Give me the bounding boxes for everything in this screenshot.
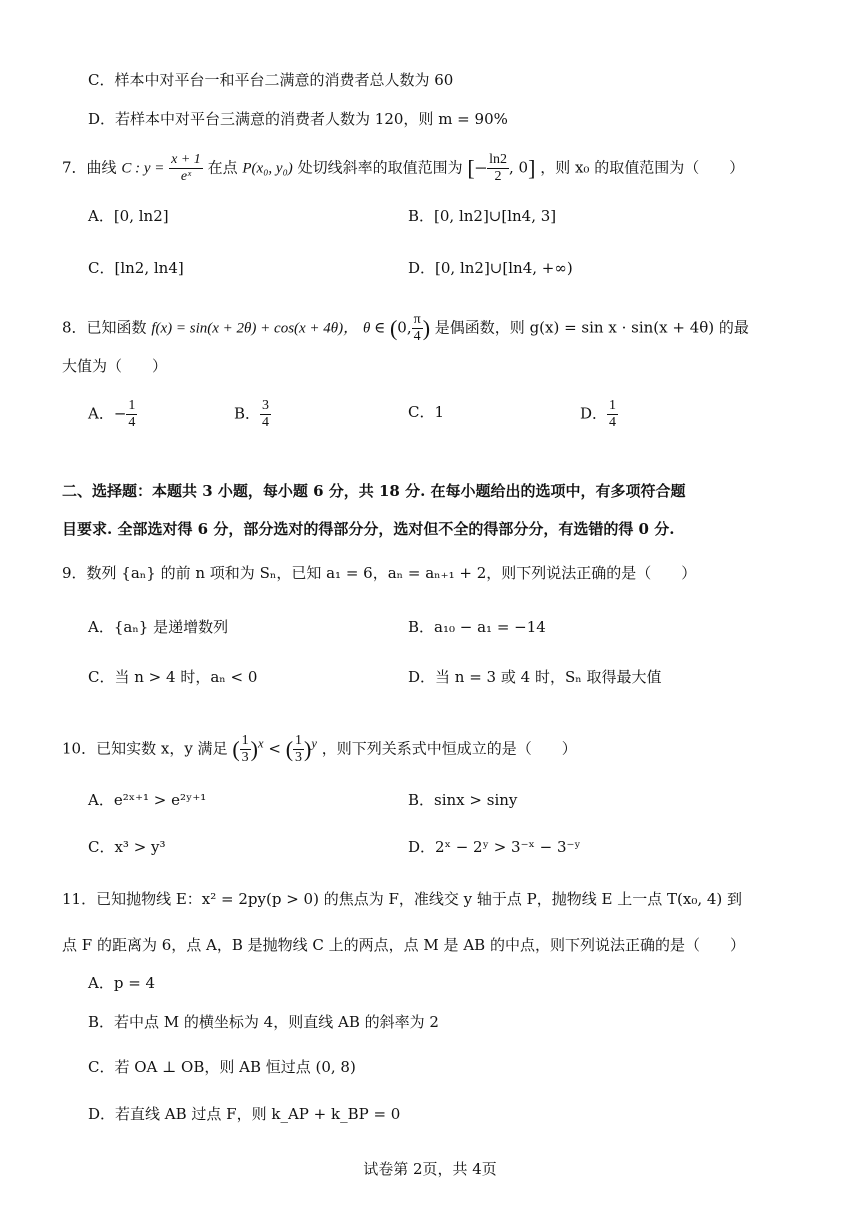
q8-func: f(x) = sin(x + 2θ) + cos(x + 4θ)，: [151, 320, 359, 337]
q8-int-num: π: [413, 312, 421, 327]
q10-paren-close-1: ): [250, 736, 258, 762]
q8-d-num: 1: [609, 398, 617, 413]
q7-frac-den: eˣ: [180, 169, 192, 184]
q7-mid2: 处切线斜率的取值范围为: [297, 158, 463, 177]
q10-lt: <: [268, 739, 281, 758]
q8-d-frac: [607, 398, 618, 431]
q11-option-b: B．若中点 M 的横坐标为 4，则直线 AB 的斜率为 2: [88, 1013, 439, 1031]
section2-heading-line1: 二、选择题：本题共 3 小题，每小题 6 分，共 18 分. 在每小题给出的选项中，有多项符合题: [62, 482, 686, 500]
q6-option-c: C．样本中对平台一和平台二满意的消费者总人数为 60: [88, 71, 454, 89]
q10-option-a: A．e²ˣ⁺¹ > e²ʸ⁺¹: [88, 791, 207, 809]
q8-int-frac: [412, 312, 423, 345]
page-footer: 试卷第 2页，共 4页: [363, 1160, 497, 1178]
q8-b-num: 3: [262, 398, 270, 413]
q7-range-den: 2: [494, 169, 502, 184]
q9-option-c: C．当 n > 4 时，aₙ < 0: [88, 668, 258, 686]
q8-option-b: [234, 398, 271, 431]
q11-stem-line2: 点 F 的距离为 6，点 A，B 是抛物线 C 上的两点，点 M 是 AB 的中点，则下列说法正确的是（ ）: [62, 936, 745, 954]
q10-exp-y: y: [311, 736, 317, 751]
q6-option-d: D．若样本中对平台三满意的消费者人数为 120，则 m = 90%: [88, 110, 508, 128]
q10-frac-2: [293, 733, 304, 766]
q10-stem: [62, 733, 577, 766]
q8-int-open: (: [389, 315, 398, 341]
q10-option-c: C．x³ > y³: [88, 838, 166, 856]
q8-theta: θ ∈: [362, 320, 386, 337]
q7-mid1: 在点: [207, 158, 238, 177]
q11-option-a: A．p = 4: [88, 974, 156, 992]
q7-fraction: [169, 152, 203, 185]
q10-paren-close-2: ): [304, 736, 312, 762]
q7-range-close: ]: [528, 155, 536, 181]
q8-d-label: D．: [580, 404, 608, 423]
q10-den-2: 3: [295, 750, 303, 765]
q10-suffix: ，则下列关系式中恒成立的是（ ）: [321, 739, 577, 758]
q7-range-num: ln2: [489, 152, 507, 167]
q8-option-d: [580, 398, 618, 431]
q8-stem: [62, 312, 749, 345]
q10-paren-open-1: (: [232, 736, 240, 762]
q10-exp-x: x: [258, 736, 264, 751]
q9-option-b: B．a₁₀ − a₁ = −14: [408, 618, 546, 636]
q10-num-1: 1: [241, 733, 249, 748]
q10-paren-open-2: (: [285, 736, 294, 762]
q7-option-c: C．[ln2, ln4]: [88, 259, 184, 277]
q10-frac-1: [240, 733, 251, 766]
q11-stem-line1: 11．已知抛物线 E：x² = 2py(p > 0) 的焦点为 F，准线交 y 轴于点 P，抛物线 E 上一点 T(x₀, 4) 到: [62, 890, 743, 908]
q8-int-den: 4: [413, 329, 421, 344]
q8-int-close: ): [422, 315, 431, 341]
q7-stem: [62, 152, 744, 185]
q8-int-head: 0,: [397, 318, 412, 337]
section2-heading-line2: 目要求. 全部选对得 6 分，部分选对的得部分分，选对但不全的得部分分，有选错的得 0 分.: [62, 520, 675, 538]
q8-a-label: A．−: [88, 404, 127, 423]
q7-range-tail: , 0: [509, 158, 529, 177]
q10-prefix: 10．已知实数 x，y 满足: [62, 739, 228, 758]
q8-option-c: C．1: [408, 403, 445, 421]
q11-option-c: C．若 OA ⊥ OB，则 AB 恒过点 (0, 8): [88, 1058, 356, 1076]
q7-option-b: B．[0, ln2]∪[ln4, 3]: [408, 207, 557, 225]
q8-option-a: [88, 398, 137, 431]
q8-d-den: 4: [609, 415, 617, 430]
q7-option-d: D．[0, ln2]∪[ln4, +∞): [408, 259, 573, 277]
q8-b-frac: [260, 398, 271, 431]
q10-den-1: 3: [241, 750, 249, 765]
q8-a-frac: [126, 398, 137, 431]
q9-stem: 9．数列 {aₙ} 的前 n 项和为 Sₙ，已知 a₁ = 6，aₙ = aₙ₊₁ + 2，则下列说法正确的是（ ）: [62, 564, 697, 582]
q9-option-d: D．当 n = 3 或 4 时，Sₙ 取得最大值: [408, 668, 662, 686]
q8-prefix: 8．已知函数: [62, 318, 147, 337]
q10-option-b: B．sinx > siny: [408, 791, 518, 809]
q8-b-den: 4: [262, 415, 270, 430]
q7-range-open: [−: [467, 155, 488, 181]
q7-suffix: ，则 x₀ 的取值范围为（ ）: [540, 158, 745, 177]
q8-a-den: 4: [128, 415, 136, 430]
q8-a-num: 1: [128, 398, 136, 413]
q7-frac-num: x + 1: [171, 152, 201, 167]
q7-curve: C : y =: [121, 160, 165, 177]
q7-prefix: 7．曲线: [62, 158, 117, 177]
q8-suffix: 是偶函数，则 g(x) = sin x · sin(x + 4θ) 的最: [434, 318, 749, 337]
q11-option-d: D．若直线 AB 过点 F，则 k_AP + k_BP = 0: [88, 1105, 401, 1123]
q8-line2: 大值为（ ）: [62, 357, 168, 375]
q7-range-frac: [487, 152, 509, 185]
q8-b-label: B．: [234, 404, 261, 423]
q10-num-2: 1: [295, 733, 303, 748]
q7-point: P(x₀, y₀): [242, 160, 293, 177]
q9-option-a: A．{aₙ} 是递增数列: [88, 618, 229, 636]
q10-option-d: D．2ˣ − 2ʸ > 3⁻ˣ − 3⁻ʸ: [408, 838, 581, 856]
q7-option-a: A．[0, ln2]: [88, 207, 169, 225]
